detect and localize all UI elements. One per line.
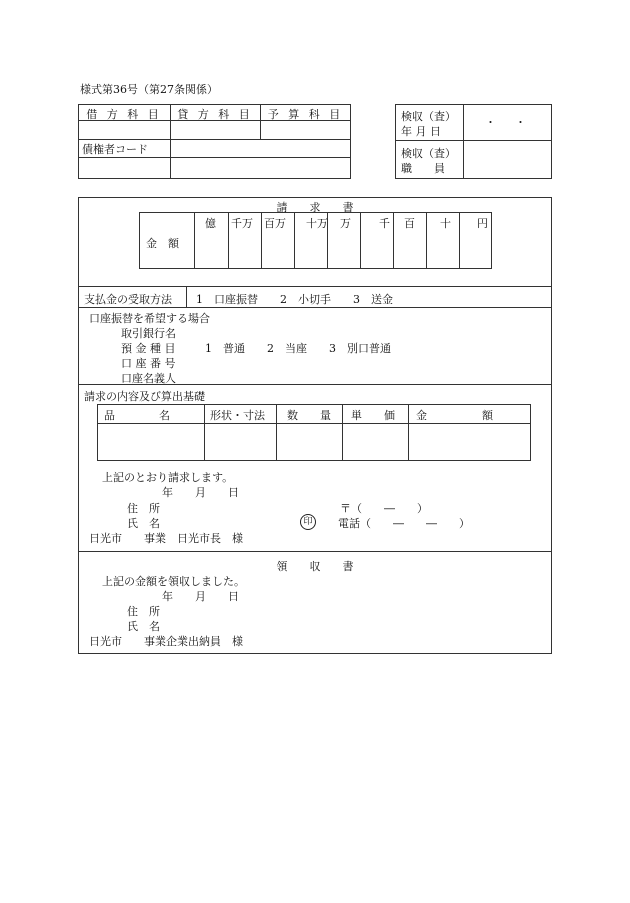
amount-label: 金 額 — [146, 237, 179, 250]
invoice-date-line: 年 月 日 — [162, 486, 239, 499]
budget-header: 予 算 科 目 — [267, 108, 344, 121]
postal-code: 〒（ ― ） — [340, 502, 428, 515]
col-item: 品 名 — [104, 409, 170, 422]
digit-oku: 億 — [205, 217, 216, 230]
inspection-date-label-2: 年 月 日 — [401, 125, 441, 138]
receipt-name-label: 氏 名 — [127, 620, 160, 633]
col-unit-price: 単 価 — [351, 409, 395, 422]
credit-header: 貸 方 科 目 — [177, 108, 253, 121]
invoice-name-label: 氏 名 — [127, 517, 160, 530]
account-number-label: 口 座 番 号 — [121, 357, 176, 370]
inspection-date-label-1: 検収（査） — [401, 110, 456, 123]
col-quantity: 数 量 — [287, 409, 331, 422]
digit-en: 円 — [477, 217, 488, 230]
debit-header: 借 方 科 目 — [86, 108, 162, 121]
deposit-type-label: 預 金 種 目 — [121, 342, 176, 355]
receipt-address-label: 住 所 — [127, 605, 160, 618]
creditor-code-label: 債権者コード — [82, 143, 148, 156]
col-shape: 形状・寸法 — [210, 409, 265, 422]
bank-name-label: 取引銀行名 — [121, 327, 176, 340]
digit-hyaku: 百 — [404, 217, 415, 230]
digit-man: 万 — [340, 217, 351, 230]
payment-methods: 1 口座振替 2 小切手 3 送金 — [196, 293, 393, 306]
deposit-types: 1 普通 2 当座 3 別口普通 — [205, 342, 391, 355]
digit-ju: 十 — [440, 217, 451, 230]
digit-hyakuman: 百万 — [264, 217, 286, 230]
invoice-declaration: 上記のとおり請求します。 — [102, 471, 234, 484]
transfer-heading: 口座振替を希望する場合 — [89, 312, 210, 325]
receipt-title: 領 収 書 — [276, 560, 354, 573]
phone-number: 電話（ ― ― ） — [338, 517, 470, 530]
form-id: 様式第36号（第27条関係） — [80, 83, 218, 96]
invoice-addressee: 日光市 事業 日光市長 様 — [89, 532, 243, 545]
col-amount: 金 額 — [416, 409, 493, 422]
receipt-date-line: 年 月 日 — [162, 590, 239, 603]
inspection-staff-label-2: 職 員 — [401, 162, 445, 175]
receipt-declaration: 上記の金額を領収しました。 — [102, 575, 245, 588]
inspection-date-value: ・ ・ — [485, 116, 530, 129]
inspection-staff-label-1: 検収（査） — [401, 147, 456, 160]
digit-sen: 千 — [379, 217, 390, 230]
account-holder-label: 口座名義人 — [121, 372, 176, 385]
seal-mark: 印 — [300, 514, 316, 530]
digit-juman: 十万 — [306, 217, 328, 230]
details-heading: 請求の内容及び算出基礎 — [84, 390, 205, 403]
invoice-address-label: 住 所 — [127, 502, 160, 515]
payment-method-label: 支払金の受取方法 — [84, 293, 172, 306]
receipt-addressee: 日光市 事業企業出納員 様 — [89, 635, 243, 648]
digit-senman: 千万 — [231, 217, 253, 230]
invoice-title: 請 求 書 — [276, 201, 354, 214]
